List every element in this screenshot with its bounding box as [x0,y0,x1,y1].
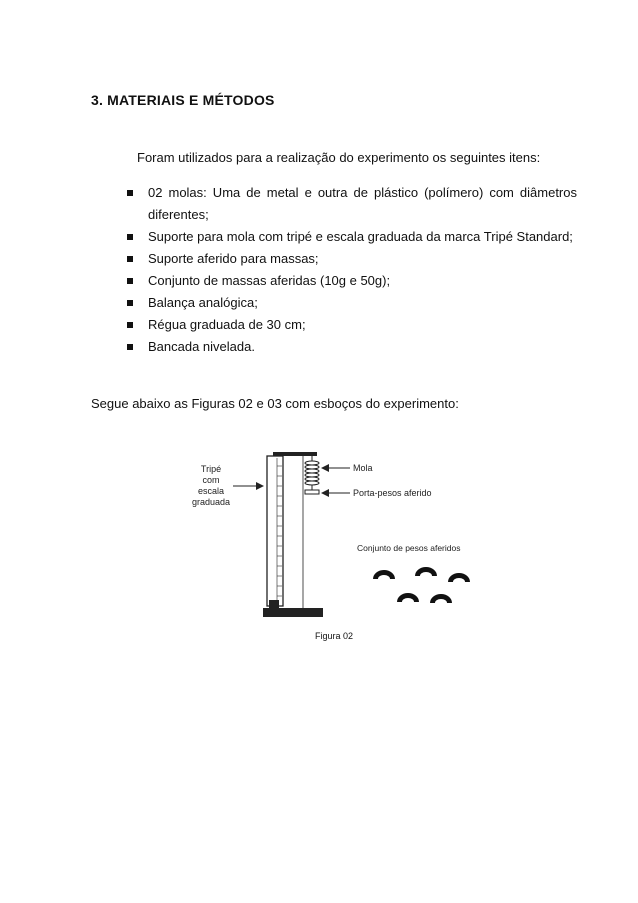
list-item [127,270,577,292]
list-item-text: 02 molas: Uma de metal e outra de plástico (polímero) com diâmetros [148,185,577,200]
porta-pesos-label: Porta-pesos aferido [353,488,432,498]
materials-list [127,182,577,358]
list-item-text: Bancada nivelada. [148,339,255,354]
list-item-text-cont: diferentes; [148,207,209,222]
spring-icon [305,456,319,494]
list-item-text: Régua graduada de 30 cm; [148,317,306,332]
section-title: MATERIAIS E MÉTODOS [107,92,275,108]
section-heading [91,92,275,108]
figure-caption: Figura 02 [315,631,354,641]
list-item-text: Conjunto de massas aferidas (10g e 50g); [148,273,391,288]
square-bullet-icon [127,234,133,240]
list-item [127,248,577,270]
weight-icon [373,570,395,579]
list-item [127,182,577,226]
tripe-label-1: Tripé [200,464,222,474]
tripod-base [263,600,323,617]
square-bullet-icon [127,300,133,306]
square-bullet-icon [127,278,133,284]
weight-icon [415,567,437,576]
tripe-label-2: com [202,475,220,485]
intro-paragraph: Foram utilizados para a realização do experimento os seguintes itens: [137,150,541,165]
weight-icon [430,594,452,603]
list-item-text: Suporte aferido para massas; [148,251,319,266]
square-bullet-icon [127,322,133,328]
graduated-column [267,452,317,606]
figures-intro-text: Segue abaixo as Figuras 02 e 03 com esboços do experimento: [91,396,459,411]
weight-icon [448,573,470,582]
conjunto-pesos-label: Conjunto de pesos aferidos [357,543,461,553]
list-item [127,314,577,336]
square-bullet-icon [127,190,133,196]
square-bullet-icon [127,344,133,350]
list-item-text: Suporte para mola com tripé e escala graduada da marca Tripé Standard; [148,229,573,244]
section-number: 3. [91,92,104,108]
tripe-label-4: graduada [191,497,231,507]
list-item [127,226,577,248]
weight-icon [397,593,419,602]
list-item-text: Balança analógica; [148,295,258,310]
list-item [127,292,577,314]
list-item [127,336,577,358]
tripe-label-3: escala [197,486,225,496]
mola-label: Mola [353,463,373,473]
experiment-sketch [185,448,515,628]
square-bullet-icon [127,256,133,262]
